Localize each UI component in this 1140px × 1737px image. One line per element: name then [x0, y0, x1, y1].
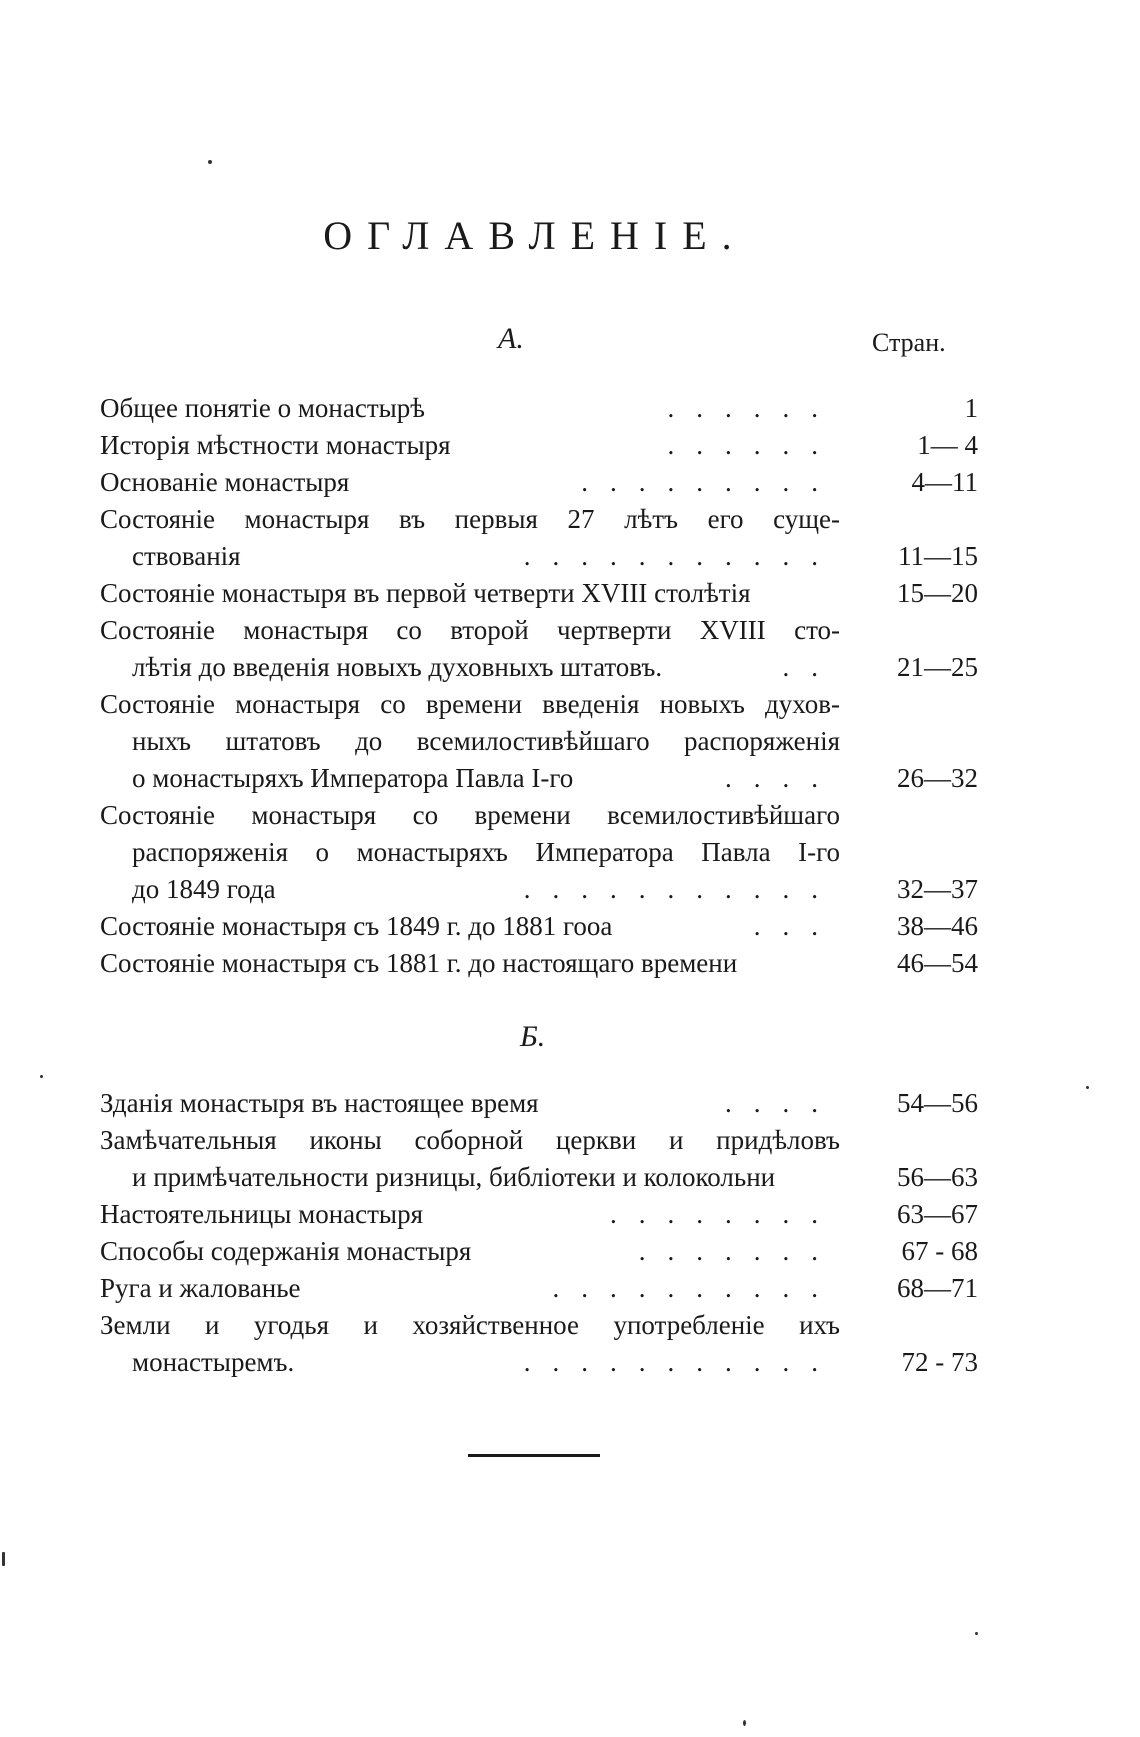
toc-entry[interactable] — [100, 612, 978, 686]
leader-dots: .......... — [552, 1273, 840, 1303]
toc-entry-text: Настоятельницы монастыря — [100, 1199, 423, 1229]
toc-entry-text: Состояніе монастыря со времени всемилостивѣйшаго — [100, 800, 840, 830]
toc-entry[interactable] — [100, 427, 978, 464]
print-speck — [975, 1632, 978, 1635]
toc-entry-pages: 46—54 — [897, 948, 978, 978]
leader-dots: ........... — [523, 541, 840, 571]
toc-entry-pages: 1— 4 — [917, 430, 978, 460]
leader-dots: ........... — [523, 1347, 840, 1377]
toc-entry-pages: 1 — [964, 393, 978, 423]
toc-entry-text: Состояніе монастыря съ 1849 г. до 1881 гооа — [100, 911, 613, 941]
leader-dots: ........ — [610, 1199, 840, 1229]
toc-entry-text: Земли и угодья и хозяйственное употребленіе ихъ — [100, 1310, 840, 1340]
leader-dots: ...... — [667, 393, 840, 423]
page-title: ОГЛАВЛЕНІЕ. — [323, 213, 747, 258]
toc-entry-text: до 1849 года — [132, 874, 276, 904]
leader-dots: ...... — [667, 430, 840, 460]
toc-entry-text: лѣтія до введенія новыхъ духовныхъ штатовъ. — [132, 652, 663, 682]
leader-dots: .... — [725, 763, 840, 793]
toc-entry-text: Руга и жалованье — [100, 1273, 301, 1303]
toc-entry-pages: 15—20 — [897, 578, 978, 608]
toc-entry[interactable] — [100, 1196, 978, 1233]
toc-entry[interactable] — [100, 1233, 978, 1270]
toc-entry-text: Состояніе монастыря со времени введенія новыхъ духов- — [100, 689, 840, 719]
section-a-heading: А. — [498, 322, 524, 355]
leader-dots: ... — [753, 911, 840, 941]
toc-entry-text: и примѣчательности ризницы, библіотеки и колокольни — [132, 1162, 776, 1192]
toc-entry-pages: 54—56 — [897, 1088, 978, 1118]
toc-entry-pages: 67 - 68 — [901, 1236, 978, 1266]
toc-entry[interactable] — [100, 1085, 978, 1122]
leader-dots: .... — [725, 1088, 840, 1118]
toc-entry[interactable] — [100, 464, 978, 501]
leader-dots: ......... — [581, 467, 840, 497]
toc-entry-text: Состояніе монастыря со второй чертверти XVIII сто- — [100, 615, 840, 645]
toc-entry[interactable] — [100, 797, 978, 908]
print-speck — [2, 1552, 5, 1566]
toc-entry[interactable] — [100, 945, 978, 982]
toc-entry-text: Исторія мѣстности монастыря — [100, 430, 451, 460]
toc-entry-text: ныхъ штатовъ до всемилостивѣйшаго распоряженія — [132, 726, 840, 756]
toc-entry-pages: 11—15 — [898, 541, 978, 571]
toc-entry-text: о монастыряхъ Императора Павла I-го — [132, 763, 574, 793]
toc-entry-text: ствованія — [132, 541, 241, 571]
leader-dots: ....... — [638, 1236, 840, 1266]
toc-entry[interactable] — [100, 390, 978, 427]
toc-entry-pages: 56—63 — [897, 1162, 978, 1192]
leader-dots: ........... — [523, 874, 840, 904]
toc-entry[interactable] — [100, 908, 978, 945]
pages-column-header: Стран. — [872, 328, 946, 357]
closing-rule — [468, 1454, 600, 1457]
toc-entry[interactable] — [100, 1307, 978, 1381]
toc-entry-pages: 4—11 — [911, 467, 978, 497]
toc-entry-pages: 38—46 — [897, 911, 978, 941]
toc-entry-pages: 63—67 — [897, 1199, 978, 1229]
section-b-heading: Б. — [520, 1020, 546, 1053]
toc-entry-pages: 72 - 73 — [901, 1347, 978, 1377]
print-speck — [208, 160, 212, 164]
toc-entry-pages: 32—37 — [897, 874, 978, 904]
toc-section-a — [100, 390, 978, 982]
print-speck — [40, 1075, 43, 1078]
toc-entry-text: Способы содержанія монастыря — [100, 1236, 472, 1266]
toc-entry[interactable] — [100, 686, 978, 797]
toc-entry-text: монастыремъ. — [132, 1347, 295, 1377]
toc-entry[interactable] — [100, 501, 978, 575]
toc-entry-text: распоряженія о монастыряхъ Императора Павла I-го — [132, 837, 840, 867]
toc-entry-pages: 68—71 — [897, 1273, 978, 1303]
print-speck — [743, 1720, 746, 1726]
toc-entry-text: Состояніе монастыря въ первой четверти XVIII столѣтія — [100, 578, 751, 608]
leader-dots: .. — [782, 652, 840, 682]
toc-entry-text: Основаніе монастыря — [100, 467, 350, 497]
toc-entry-text: Зданія монастыря въ настоящее время — [100, 1088, 539, 1118]
toc-entry-text: Состояніе монастыря въ первыя 27 лѣтъ его суще- — [100, 504, 840, 534]
toc-entry-text: Состояніе монастыря съ 1881 г. до настоящаго времени — [100, 948, 738, 978]
toc-entry[interactable] — [100, 1122, 978, 1196]
toc-entry-pages: 26—32 — [897, 763, 978, 793]
toc-entry-text: Общее понятіе о монастырѣ — [100, 393, 425, 423]
toc-entry-text: Замѣчательныя иконы соборной церкви и придѣловъ — [100, 1125, 840, 1155]
toc-section-b — [100, 1085, 978, 1381]
print-speck — [1086, 1086, 1089, 1089]
toc-entry[interactable] — [100, 1270, 978, 1307]
toc-entry[interactable] — [100, 575, 978, 612]
toc-entry-pages: 21—25 — [897, 652, 978, 682]
